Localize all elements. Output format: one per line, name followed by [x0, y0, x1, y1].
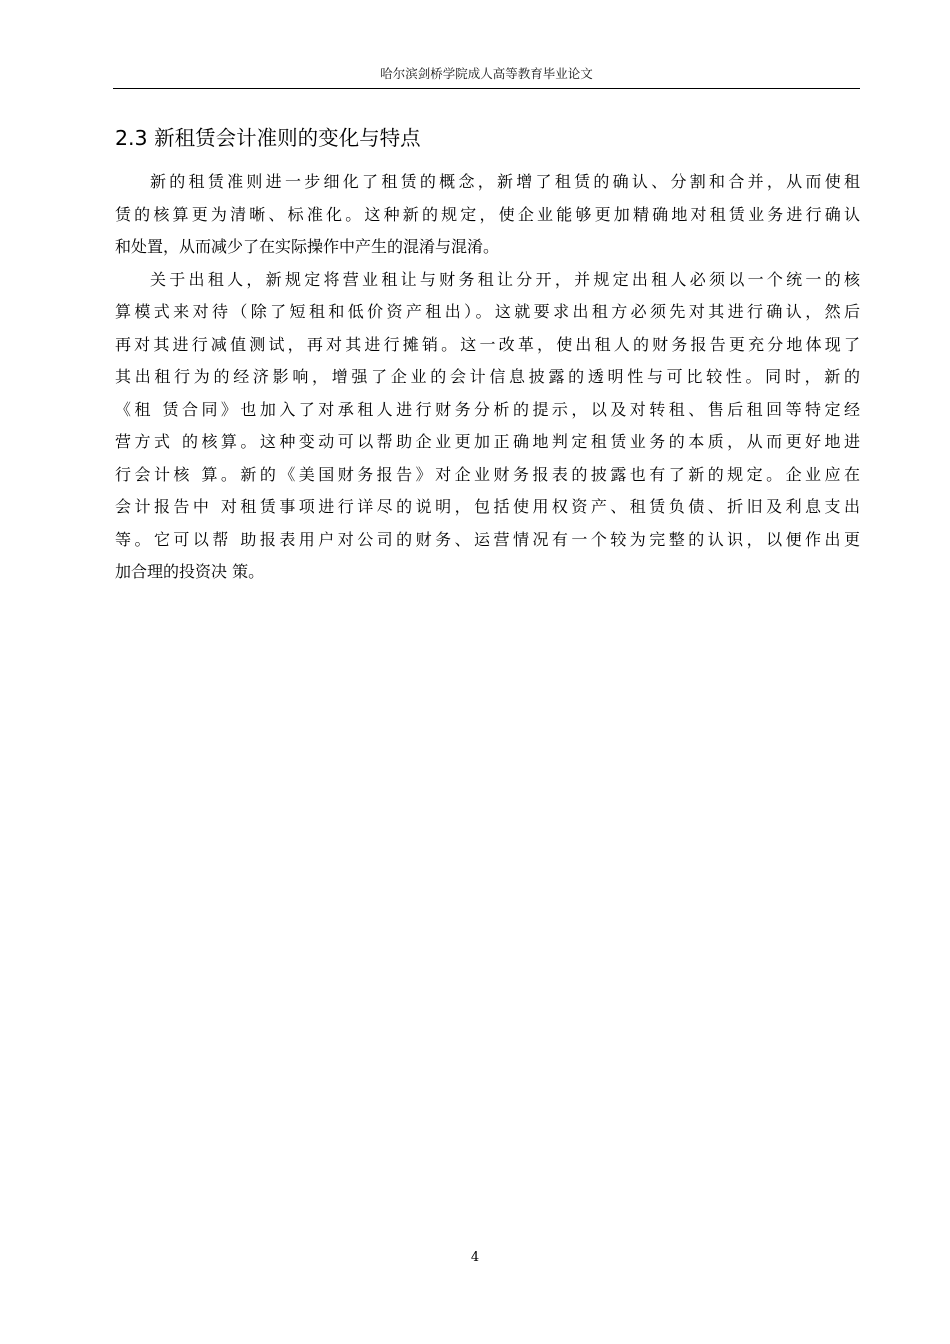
text-line: 会计报告中 对租赁事项进行详尽的说明，包括使用权资产、租赁负债、折旧及利息支出: [115, 497, 860, 516]
page-header-title: 哈尔滨剑桥学院成人高等教育毕业论文: [380, 66, 593, 81]
body-text: [115, 166, 860, 589]
paragraph-1: [115, 166, 860, 264]
text-line: 赁的核算更为清晰、标准化。这种新的规定，使企业能够更加精确地对租赁业务进行确认: [115, 204, 860, 224]
text-line: 《租 赁合同》也加入了对承租人进行财务分析的提示，以及对转租、售后租回等特定经: [115, 399, 860, 419]
section-title: 2.3 新租赁会计准则的变化与特点: [115, 126, 421, 150]
text-line: 其出租行为的经济影响，增强了企业的会计信息披露的透明性与可比较性。同时，新的: [115, 367, 860, 386]
text-line: 营方式 的核算。这种变动可以帮助企业更加正确地判定租赁业务的本质，从而更好地进: [115, 432, 860, 451]
text-line: 和处置，从而减少了在实际操作中产生的混淆与混淆。: [115, 237, 500, 256]
text-line: 等。它可以帮 助报表用户对公司的财务、运营情况有一个较为完整的认识，以便作出更: [115, 529, 860, 549]
text-line: 加合理的投资决 策。: [115, 562, 265, 581]
header-divider: [113, 88, 860, 89]
text-line: 算模式来对待（除了短租和低价资产租出）。这就要求出租方必须先对其进行确认，然后: [115, 302, 860, 321]
page-number: 4: [470, 1250, 480, 1265]
text-line: 再对其进行减值测试，再对其进行摊销。这一改革，使出租人的财务报告更充分地体现了: [115, 334, 860, 354]
paragraph-2: [115, 264, 860, 589]
text-line: 行会计核 算。新的《美国财务报告》对企业财务报表的披露也有了新的规定。企业应在: [115, 464, 860, 484]
text-line: 新的租赁准则进一步细化了租赁的概念，新增了租赁的确认、分割和合并，从而使租: [150, 172, 860, 191]
text-line: 关于出租人，新规定将营业租让与财务租让分开，并规定出租人必须以一个统一的核: [150, 269, 860, 289]
